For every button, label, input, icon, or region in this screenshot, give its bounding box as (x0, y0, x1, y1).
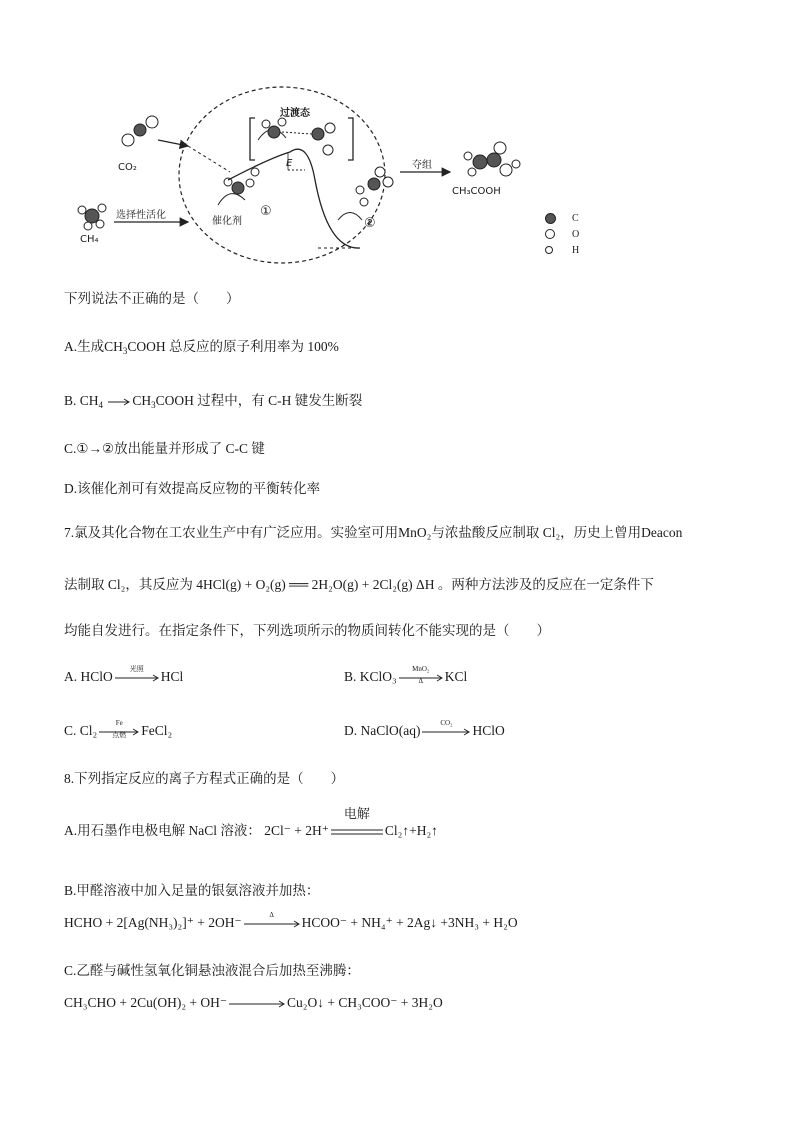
legend-row-h (545, 242, 579, 258)
q7-b-right: KCl (444, 669, 468, 684)
q8-b-cond: Δ (269, 910, 274, 919)
q6-option-d: D.该催化剂可有效提高反应物的平衡转化率 (64, 481, 321, 496)
q6-option-b (64, 392, 362, 414)
step2-label: ② (364, 216, 376, 231)
q8-a-equals-icon (331, 805, 383, 836)
q6-a-post: 总反应的原子利用率为 100% (165, 339, 339, 354)
carbon-atom-icon (545, 213, 556, 224)
q7-d-left: D. NaClO(aq) (344, 723, 421, 738)
q6-a-pre: A.生成 (64, 339, 105, 354)
q8-option-b-text: B.甲醛溶液中加入足量的银氨溶液并加热： (64, 883, 320, 898)
q6-a-formula2: COOH (127, 339, 166, 354)
q8-option-c-eq (64, 994, 443, 1012)
product-label: CH₃COOH (452, 186, 501, 197)
q7-line3: 均能自发进行。在指定条件下，下列选项所示的物质间转化不能实现的是（ ） (64, 623, 550, 638)
q6-b-post: 过程中，有 C-H 键发生断裂 (193, 393, 363, 408)
legend-row-c (545, 210, 579, 226)
q7-b-arrow-icon (399, 664, 443, 685)
oxygen-atom-icon (545, 229, 555, 239)
q7-c-right: FeCl₂ (141, 723, 173, 738)
q8-b-arrow-icon (244, 910, 300, 928)
ch4-label: CH₄ (80, 234, 99, 245)
energy-label: E (286, 158, 293, 169)
q6-b-pre: B. CH (64, 393, 99, 408)
q7-d-arrow-icon (422, 718, 470, 736)
catalyst-label: 催化剂 (212, 216, 242, 227)
q8-stem: 8.下列指定反应的离子方程式正确的是（ ） (64, 771, 345, 786)
q8-c-arrow-icon (229, 1000, 285, 1008)
q6-b-arrow-icon (108, 398, 130, 406)
q7-a-cond: 光照 (129, 664, 144, 673)
q7-option-c (64, 718, 173, 740)
q7-b-cond-bot: Δ (418, 676, 423, 685)
co2-label: CO₂ (118, 162, 137, 173)
q7-line1: 7.氯及其化合物在工农业生产中有广泛应用。实验室可用MnO₂与浓盐酸反应制取 Cl₂，历史上曾用Deacon (64, 525, 683, 540)
q7-option-a (64, 664, 184, 686)
q6-option-a (64, 338, 339, 360)
q7-option-d (344, 718, 505, 740)
legend-label-o: O (572, 228, 580, 240)
legend-label-h: H (572, 244, 580, 256)
recombine-label: 夺组 (412, 160, 432, 171)
q7-d-right: HClO (472, 723, 505, 738)
q6-stem: 下列说法不正确的是（ ） (64, 291, 240, 306)
q8-b-eq-left: HCHO + 2[Ag(NH₃)₂]⁺ + 2OH⁻ (64, 915, 242, 930)
selective-activation-label: 选择性活化 (116, 210, 166, 221)
q6-a-formula: CH (104, 339, 123, 354)
q8-b-eq-right: HCOO⁻ + NH₄⁺ + 2Ag↓ +3NH₃ + H₂O (301, 915, 518, 930)
q8-a-eq-left: 2Cl⁻ + 2H⁺ (264, 823, 329, 838)
q8-option-b-eq (64, 910, 518, 932)
atom-legend (545, 210, 579, 258)
q8-c-eq-right: Cu₂O↓ + CH₃COO⁻ + 3H₂O (287, 995, 443, 1010)
q6-b-sub1: 4 (98, 400, 104, 410)
q7-a-right: HCl (160, 669, 184, 684)
q8-a-pre: A.用石墨作电极电解 NaCl 溶液： (64, 823, 261, 838)
q7-a-left: A. HClO (64, 669, 113, 684)
transition-state-label: 过渡态 (280, 108, 310, 119)
q7-b-cond-top: MnO₂ (412, 664, 430, 673)
q8-option-c-text: C.乙醛与碱性氢氧化铜悬浊液混合后加热至沸腾： (64, 963, 360, 978)
legend-label-c: C (572, 212, 579, 224)
q7-c-cond-bot: 点燃 (112, 730, 127, 739)
q7-c-cond-top: Fe (115, 718, 123, 727)
q6-option-c: C.①→②放出能量并形成了 C-C 键 (64, 441, 265, 456)
q8-c-eq-left: CH₃CHO + 2Cu(OH)₂ + OH⁻ (64, 995, 228, 1010)
q8-a-eq-right: Cl₂↑+H₂↑ (384, 823, 438, 838)
step1-label: ① (260, 204, 272, 219)
q7-c-left: C. Cl₂ (64, 723, 98, 738)
q6-b-mid: CH (132, 393, 152, 408)
q7-b-left: B. KClO₃ (344, 669, 397, 684)
q6-b-sub2: 3 (151, 400, 156, 410)
reaction-mechanism-diagram (60, 80, 620, 270)
q7-option-b (344, 664, 468, 686)
q7-c-arrow-icon (99, 718, 139, 739)
legend-row-o (545, 226, 579, 242)
hydrogen-atom-icon (545, 246, 553, 254)
q8-option-a (64, 805, 438, 840)
q6-b-formula2: COOH (155, 393, 194, 408)
q8-a-cond: 电解 (343, 805, 370, 821)
q7-line2: 法制取 Cl₂，其反应为 4HCl(g) + O₂(g) ══ 2H₂O(g) + 2Cl₂(g) ΔH 。两种方法涉及的反应在一定条件下 (64, 577, 654, 592)
q7-d-cond: CO₂ (440, 718, 453, 727)
q6-a-sub: 3 (122, 346, 128, 356)
mechanism-svg (60, 80, 620, 270)
q7-a-arrow-icon (115, 664, 159, 682)
